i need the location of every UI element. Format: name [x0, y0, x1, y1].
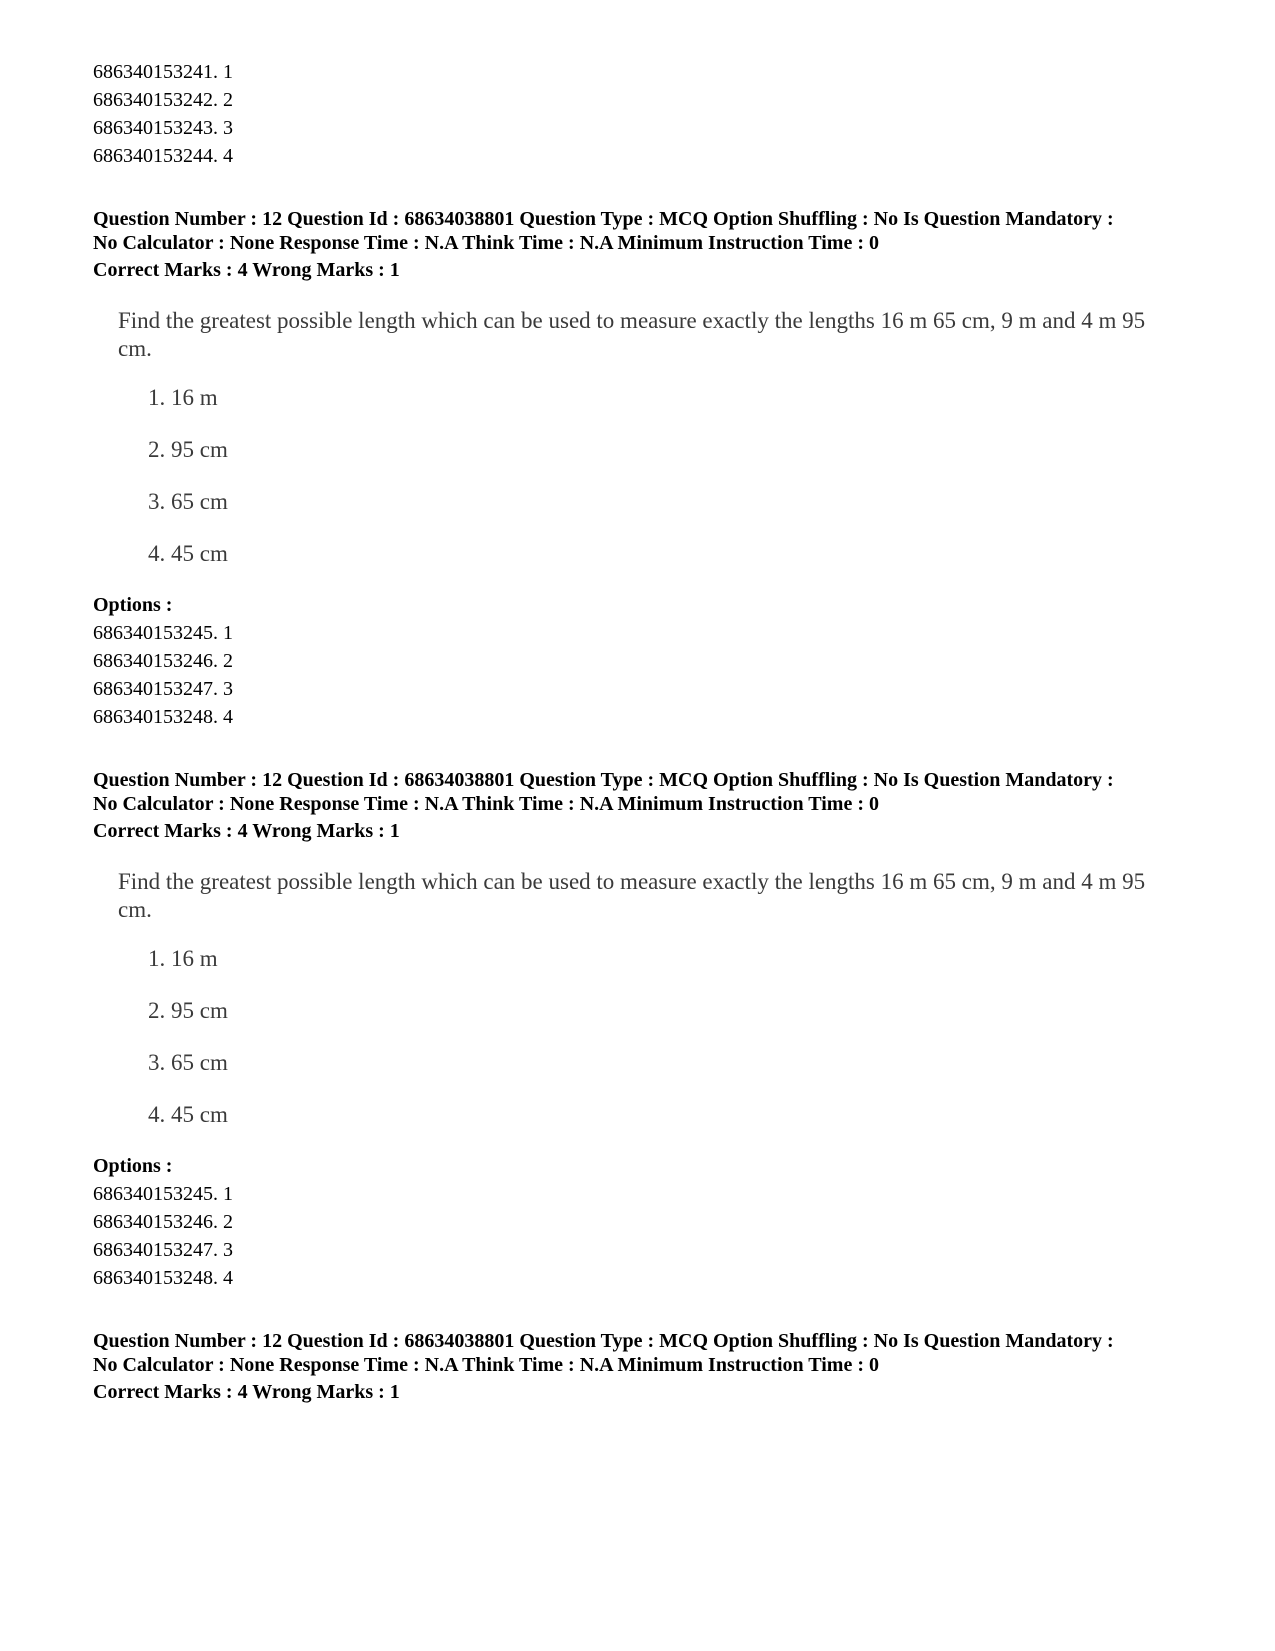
option-line: 686340153245. 1	[93, 622, 233, 644]
question-header-line1: Question Number : 12 Question Id : 68634038801 Question Type : MCQ Option Shuffling : No Is Question Mandatory :	[93, 1330, 1114, 1352]
option-line: 686340153241. 1	[93, 61, 233, 83]
option-line: 686340153242. 2	[93, 89, 233, 111]
option-line: 686340153247. 3	[93, 678, 233, 700]
question-image	[118, 868, 1178, 1127]
choice-item: 4. 45 cm	[148, 541, 228, 566]
marks-line: Correct Marks : 4 Wrong Marks : 1	[93, 820, 400, 842]
choice-item: 2. 95 cm	[148, 998, 228, 1023]
option-line: 686340153246. 2	[93, 1211, 233, 1233]
marks-line: Correct Marks : 4 Wrong Marks : 1	[93, 1381, 400, 1403]
choice-item: 3. 65 cm	[148, 1050, 228, 1075]
marks-line: Correct Marks : 4 Wrong Marks : 1	[93, 259, 400, 281]
question-text: Find the greatest possible length which can be used to measure exactly the lengths 16 m 65 cm, 9 m and 4 m 95 cm.	[118, 308, 1146, 361]
option-line: 686340153248. 4	[93, 706, 233, 728]
option-line: 686340153248. 4	[93, 1267, 233, 1289]
option-line: 686340153245. 1	[93, 1183, 233, 1205]
question-header-line1: Question Number : 12 Question Id : 68634038801 Question Type : MCQ Option Shuffling : No Is Question Mandatory :	[93, 208, 1114, 230]
question-header-line2: No Calculator : None Response Time : N.A Think Time : N.A Minimum Instruction Time : 0	[93, 793, 879, 815]
question-header-line2: No Calculator : None Response Time : N.A Think Time : N.A Minimum Instruction Time : 0	[93, 1354, 879, 1376]
option-line: 686340153243. 3	[93, 117, 233, 139]
choice-item: 1. 16 m	[148, 385, 218, 410]
choice-item: 1. 16 m	[148, 946, 218, 971]
option-line: 686340153246. 2	[93, 650, 233, 672]
question-text: Find the greatest possible length which can be used to measure exactly the lengths 16 m 65 cm, 9 m and 4 m 95 cm.	[118, 869, 1146, 922]
option-line: 686340153247. 3	[93, 1239, 233, 1261]
options-label: Options :	[93, 1155, 173, 1177]
question-image	[118, 307, 1178, 566]
choice-item: 3. 65 cm	[148, 489, 228, 514]
question-header-line1: Question Number : 12 Question Id : 68634038801 Question Type : MCQ Option Shuffling : No Is Question Mandatory :	[93, 769, 1114, 791]
choice-item: 2. 95 cm	[148, 437, 228, 462]
option-line: 686340153244. 4	[93, 145, 233, 167]
options-label: Options :	[93, 594, 173, 616]
choice-item: 4. 45 cm	[148, 1102, 228, 1127]
question-header-line2: No Calculator : None Response Time : N.A Think Time : N.A Minimum Instruction Time : 0	[93, 232, 879, 254]
